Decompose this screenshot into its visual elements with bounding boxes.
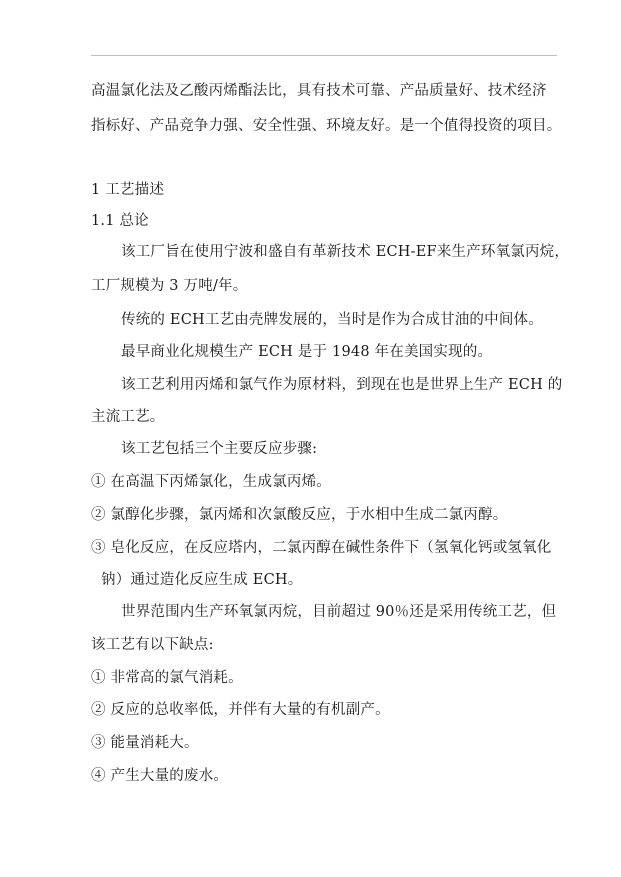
drawback-item-2: ② 反应的总收率低，并伴有大量的有机副产。: [91, 702, 390, 718]
overview-paragraph-3: 最早商业化规模生产 ECH 是于 1948 年在美国实现的。: [121, 344, 493, 360]
step-item-3-continuation: 钠）通过造化反应生成 ECH。: [101, 572, 303, 588]
drawbacks-intro-line-1: 世界范围内生产环氧氯丙烷，目前超过 90％还是采用传统工艺，但: [121, 604, 557, 620]
step-item-3: ③ 皂化反应，在反应塔内，二氯丙醇在碱性条件下（氢氧化钙或氢氧化: [91, 540, 552, 556]
drawback-item-1: ① 非常高的氯气消耗。: [91, 670, 243, 686]
overview-paragraph-5: 该工艺包括三个主要反应步骤:: [121, 441, 318, 457]
header-rule: [91, 55, 557, 56]
intro-line-2: 指标好、产品竞争力强、安全性强、环境友好。是一个值得投资的项目。: [91, 118, 562, 134]
intro-line-1: 高温氯化法及乙酸丙烯酯法比，具有技术可靠、产品质量好、技术经济: [91, 83, 547, 99]
step-item-1: ① 在高温下丙烯氯化，生成氯丙烯。: [91, 474, 332, 490]
overview-paragraph-1-line-2: 工厂规模为 3 万吨/年。: [91, 278, 248, 294]
subsection-heading: 1.1 总论: [91, 213, 149, 229]
overview-paragraph-2: 传统的 ECH工艺由壳牌发展的，当时是作为合成甘油的中间体。: [121, 312, 543, 328]
drawback-item-3: ③ 能量消耗大。: [91, 735, 199, 751]
step-item-2: ② 氯醇化步骤，氯丙烯和次氯酸反应，于水相中生成二氯丙醇。: [91, 507, 508, 523]
overview-paragraph-4-line-1: 该工艺利用丙烯和氯气作为原材料，到现在也是世界上生产 ECH 的: [121, 377, 563, 393]
drawbacks-intro-line-2: 该工艺有以下缺点:: [91, 637, 214, 653]
overview-paragraph-1-line-1: 该工厂旨在使用宁波和盛自有革新技术 ECH-EF来生产环氧氯丙烷，: [121, 244, 570, 260]
drawback-item-4: ④ 产生大量的废水。: [91, 768, 229, 784]
section-heading: 1 工艺描述: [91, 182, 165, 198]
overview-paragraph-4-line-2: 主流工艺。: [91, 409, 165, 425]
